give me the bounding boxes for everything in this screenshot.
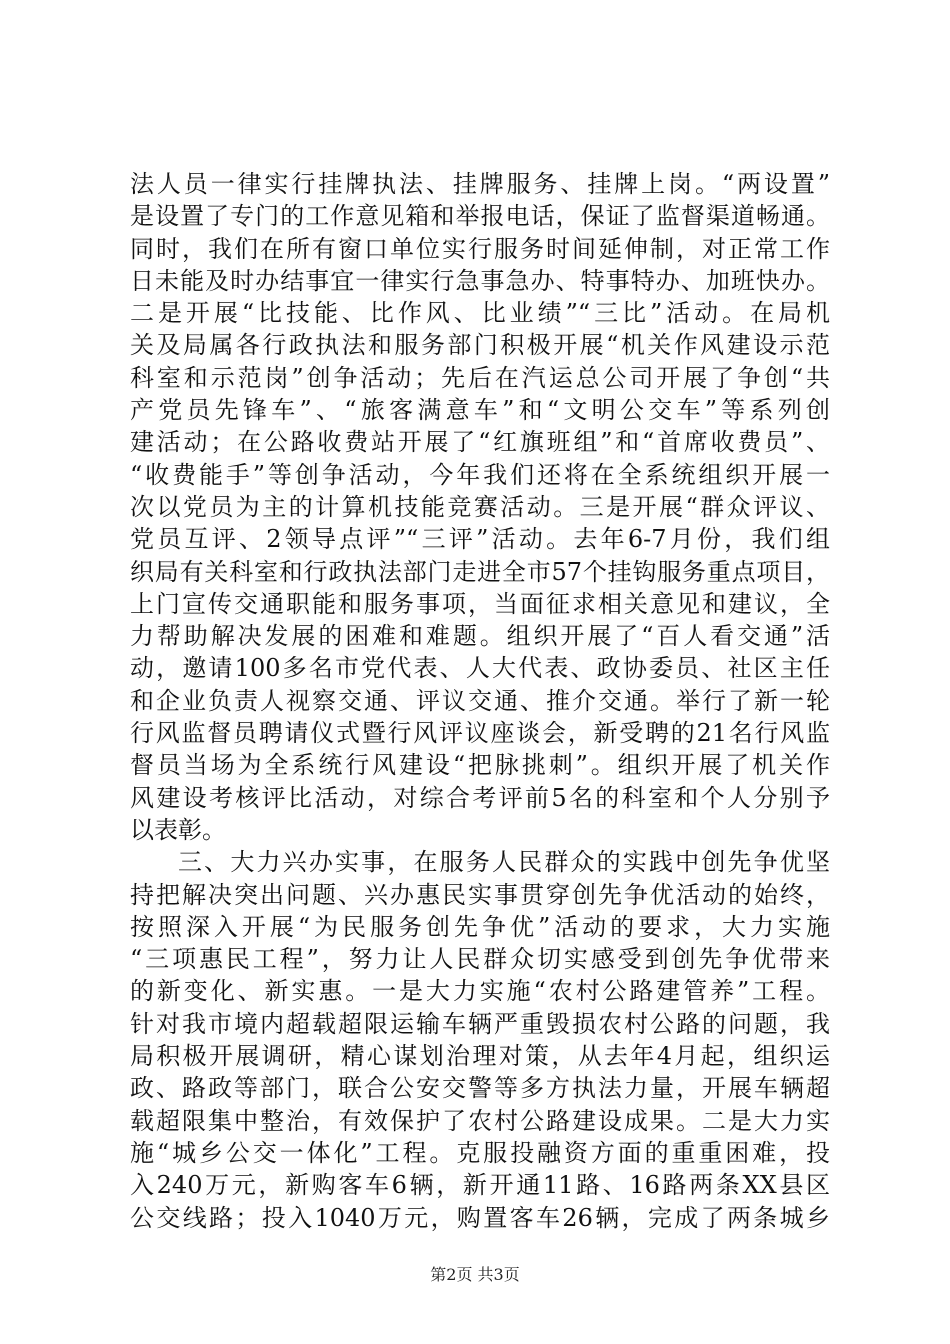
document-body [130, 168, 830, 1234]
text-line: 次以党员为主的计算机技能竞赛活动。三是开展“群众评议、 [130, 492, 830, 521]
text-line: 载超限集中整治，有效保护了农村公路建设成果。二是大力实 [130, 1106, 830, 1135]
text-line: 织局有关科室和行政执法部门走进全市57个挂钩服务重点项目， [130, 557, 830, 586]
text-line: 持把解决突出问题、兴办惠民实事贯穿创先争优活动的始终， [130, 880, 830, 909]
text-line: 党员互评、2领导点评”“三评”活动。去年6-7月份，我们组 [130, 525, 830, 554]
text-line: 针对我市境内超载超限运输车辆严重毁损农村公路的问题，我 [130, 1009, 830, 1038]
text-line: 关及局属各行政执法和服务部门积极开展“机关作风建设示范 [130, 331, 830, 360]
text-line: 二是开展“比技能、比作风、比业绩”“三比”活动。在局机 [130, 299, 830, 328]
text-line: 按照深入开展“为民服务创先争优”活动的要求，大力实施 [130, 912, 830, 941]
text-line: 产党员先锋车”、“旅客满意车”和“文明公交车”等系列创 [130, 396, 830, 425]
text-line: 是设置了专门的工作意见箱和举报电话，保证了监督渠道畅通。 [130, 202, 830, 231]
text-line: 建活动；在公路收费站开展了“红旗班组”和“首席收费员”、 [130, 428, 830, 457]
text-line: 法人员一律实行挂牌执法、挂牌服务、挂牌上岗。“两设置” [130, 170, 830, 198]
text-line: 科室和示范岗”创争活动；先后在汽运总公司开展了争创“共 [130, 363, 830, 392]
text-line: 公交线路；投入1040万元，购置客车26辆，完成了两条城乡 [130, 1203, 830, 1232]
text-line: 力帮助解决发展的困难和难题。组织开展了“百人看交通”活 [130, 622, 830, 651]
paragraph-end-line: 以表彰。 [130, 815, 226, 844]
text-line: 同时，我们在所有窗口单位实行服务时间延伸制，对正常工作 [130, 234, 830, 263]
text-line: 上门宣传交通职能和服务事项，当面征求相关意见和建议，全 [130, 589, 830, 618]
text-line: 施“城乡公交一体化”工程。克服投融资方面的重重困难，投 [130, 1138, 830, 1167]
text-line: 局积极开展调研，精心谋划治理对策，从去年4月起，组织运 [130, 1042, 830, 1071]
text-line: 督员当场为全系统行风建设“把脉挑刺”。组织开展了机关作 [130, 751, 830, 780]
text-line: 入240万元，新购客车6辆，新开通11路、16路两条XX县区 [130, 1171, 830, 1200]
text-line: 日未能及时办结事宜一律实行急事急办、特事特办、加班快办。 [130, 266, 830, 295]
text-line: 动，邀请100多名市党代表、人大代表、政协委员、社区主任 [130, 654, 830, 683]
text-line: 和企业负责人视察交通、评议交通、推介交通。举行了新一轮 [130, 686, 830, 715]
text-line: 风建设考核评比活动，对综合考评前5名的科室和个人分别予 [130, 783, 830, 812]
page-number-footer: 第2页 共3页 [430, 1265, 520, 1284]
paragraph-first-line: 三、大力兴办实事，在服务人民群众的实践中创先争优坚 [178, 848, 830, 877]
text-line: 政、路政等部门，联合公安交警等多方执法力量，开展车辆超 [130, 1074, 830, 1103]
text-line: 的新变化、新实惠。一是大力实施“农村公路建管养”工程。 [130, 977, 830, 1006]
text-line: 行风监督员聘请仪式暨行风评议座谈会，新受聘的21名行风监 [130, 719, 830, 748]
text-line: “三项惠民工程”，努力让人民群众切实感受到创先争优带来 [130, 945, 830, 974]
text-line: “收费能手”等创争活动，今年我们还将在全系统组织开展一 [130, 460, 830, 489]
